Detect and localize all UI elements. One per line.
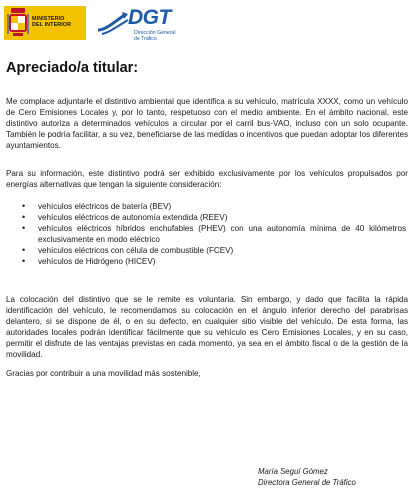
bullet-icon: • xyxy=(22,223,26,233)
bullet-icon: • xyxy=(22,212,26,222)
dgt-subtitle xyxy=(134,30,176,42)
signature-block xyxy=(258,466,356,488)
signature-name: María Seguí Gómez xyxy=(258,467,328,476)
list-item xyxy=(22,256,406,267)
ministry-line1: MINISTERIO xyxy=(32,16,65,22)
paragraph-placement: La colocación del distintivo que se le remite es voluntaria. Sin embargo, y dado que facilita la rápida identificación del vehículo, le recomendamos su colocación en el ángulo inferior derecho del parabrisas delantero, si se dispone de él, o en su defecto, en cualquier sitio visible del vehículo. De esta forma, las autoridades locales podrán identificar fácilmente que su vehículo es Cero Emisiones Locales, y en su caso, permitir el disfrute de las ventajas previstas en cada momento, ya sea en el ámbito fiscal o de la gestión de la movilidad. xyxy=(6,295,408,359)
list-item-text: vehículos de Hidrógeno (HICEV) xyxy=(38,257,156,266)
paragraph-intro: Me complace adjuntarle el distintivo ambiental que identifica a su vehículo, matrícula XXXX, como un vehículo de Cero Emisiones Locales y, por lo tanto, respetuoso con el medio ambiente. En el ámbito nacional, este distintivo autoriza a determinados vehículos a circular por el carril bus-VAO, incluso con un solo ocupante. También le podría facilitar, a su vez, beneficiarse de las medidas o incentivos que puedan adoptar los diferentes ayuntamientos. xyxy=(6,97,408,150)
dgt-sub-line1: Dirección General xyxy=(134,30,176,36)
ministerio-interior-logo xyxy=(4,6,86,40)
list-item-text: vehículos eléctricos híbridos enchufables (PHEV) con una autonomía mínima de 40 kilómetros exclusivamente en modo eléctrico xyxy=(38,224,406,244)
vehicle-types-list xyxy=(22,201,406,267)
dgt-arrow-icon xyxy=(96,10,130,36)
dgt-name: DGT xyxy=(128,6,171,29)
paragraph-eligibility: Para su información, este distintivo podrá ser exhibido exclusivamente por los vehículos propulsados por energías alternativas que tengan la siguiente consideración: xyxy=(6,169,408,189)
paragraph-closing: Gracias por contribuir a una movilidad más sostenible, xyxy=(6,369,201,378)
list-item xyxy=(22,245,406,256)
list-item-text: vehículos eléctricos de batería (BEV) xyxy=(38,202,172,211)
ministry-line2: DEL INTERIOR xyxy=(32,22,72,28)
bullet-icon: • xyxy=(22,256,26,266)
dgt-sub-line2: de Tráfico xyxy=(134,36,157,42)
list-item-text: vehículos eléctricos de autonomía extendida (REEV) xyxy=(38,213,228,222)
spain-coat-of-arms-icon xyxy=(7,8,29,38)
list-item-text: vehículos eléctricos con célula de combustible (FCEV) xyxy=(38,246,234,255)
list-item xyxy=(22,212,406,223)
bullet-icon: • xyxy=(22,245,26,255)
ministry-name xyxy=(32,16,71,28)
list-item xyxy=(22,223,406,245)
letter-salutation: Apreciado/a titular: xyxy=(6,60,139,76)
dgt-logo xyxy=(96,4,216,42)
list-item xyxy=(22,201,406,212)
letterhead xyxy=(4,4,410,42)
signature-title: Directora General de Tráfico xyxy=(258,478,356,487)
bullet-icon: • xyxy=(22,201,26,211)
